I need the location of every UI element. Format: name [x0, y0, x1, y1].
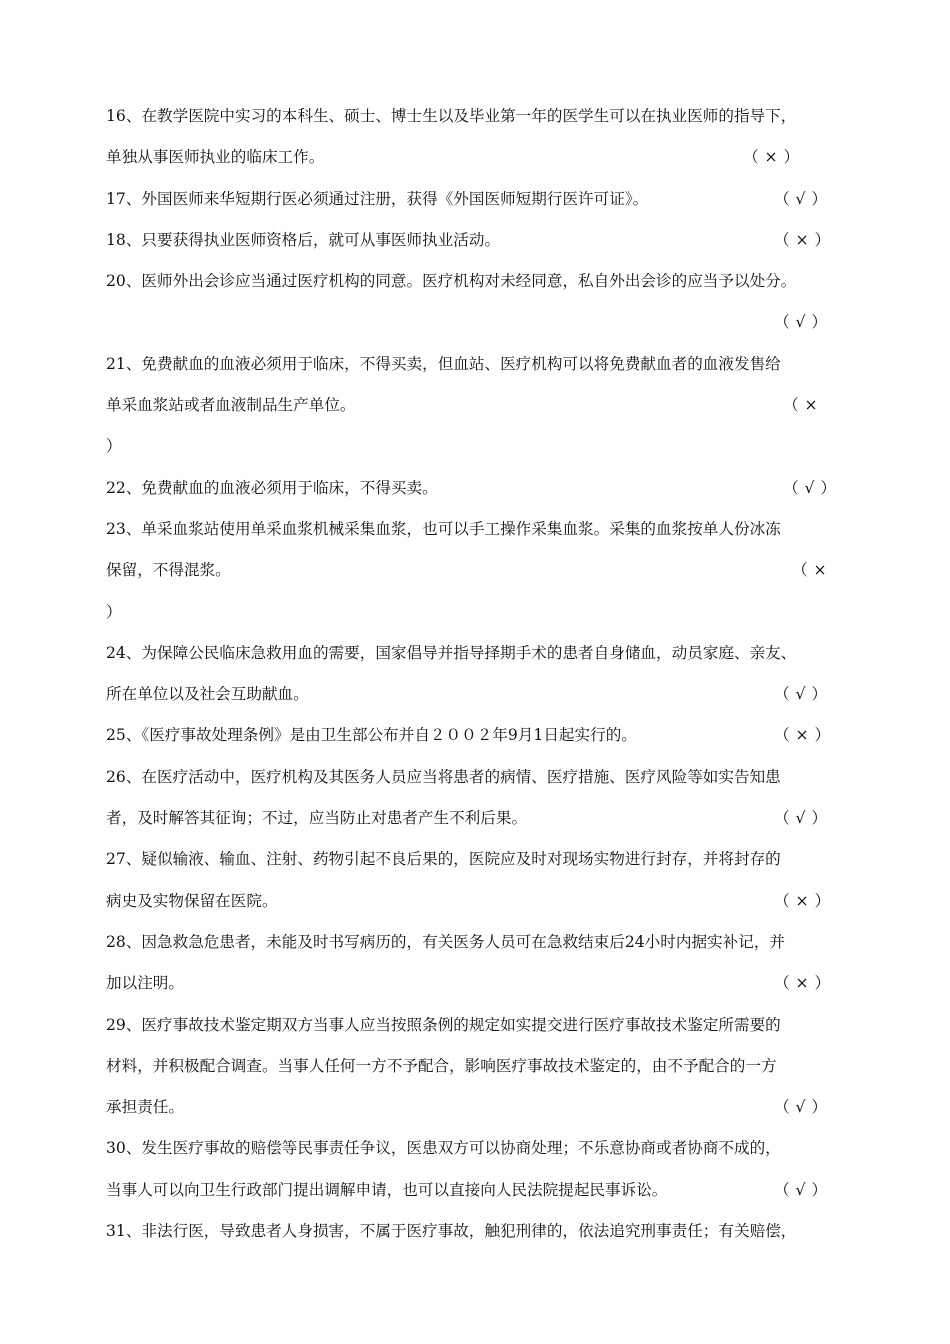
question-21-line-1: [106, 344, 838, 385]
answer-mark: （ × ）: [774, 726, 831, 745]
question-29-line-1: [106, 1005, 838, 1046]
question-16-line-1: [106, 96, 838, 137]
answer-mark: （ √ ）: [774, 685, 828, 704]
line-text: 17、外国医师来华短期行医必须通过注册，获得《外国医师短期行医许可证》。: [106, 189, 649, 208]
line-text: 26、在医疗活动中，医疗机构及其医务人员应当将患者的病情、医疗措施、医疗风险等如实告知患: [106, 767, 781, 786]
line-text: 28、因急救急危患者，未能及时书写病历的，有关医务人员可在急救结束后24小时内据实补记，并: [106, 932, 786, 951]
question-23-line-1: [106, 509, 838, 550]
question-30-line-1: [106, 1128, 838, 1169]
question-list: [106, 96, 838, 1252]
answer-mark: （ ×: [783, 396, 819, 415]
answer-mark: （ √ ）: [774, 1180, 828, 1199]
question-26-line-2: [106, 798, 838, 839]
line-text: 材料，并积极配合调查。当事人任何一方不予配合，影响医疗事故技术鉴定的，由不予配合的一方: [106, 1056, 777, 1075]
answer-mark: （ × ）: [774, 230, 831, 249]
question-17-line-1: [106, 179, 838, 220]
answer-mark: （ ×: [792, 561, 828, 580]
line-text: 21、免费献血的血液必须用于临床，不得买卖，但血站、医疗机构可以将免费献血者的血液发售给: [106, 354, 781, 373]
answer-mark: （ √ ）: [774, 1098, 828, 1117]
line-text: 当事人可以向卫生行政部门提出调解申请，也可以直接向人民法院提起民事诉讼。: [106, 1180, 668, 1199]
question-25-line-1: [106, 715, 838, 756]
question-30-line-2: [106, 1170, 838, 1211]
line-text: 病史及实物保留在医院。: [106, 891, 278, 910]
question-31-line-1: [106, 1211, 838, 1252]
line-text: ）: [106, 602, 122, 621]
question-23-line-2: [106, 550, 838, 591]
line-text: 单独从事医师执业的临床工作。: [106, 148, 325, 167]
answer-mark: （ √ ）: [774, 809, 828, 828]
line-text: 20、医师外出会诊应当通过医疗机构的同意。医疗机构对未经同意，私自外出会诊的应当予以处分。: [106, 272, 797, 291]
question-27-line-2: [106, 881, 838, 922]
question-21-line-3: [106, 426, 838, 467]
answer-mark: （ √ ）: [774, 313, 828, 332]
line-text: 27、疑似输液、输血、注射、药物引起不良后果的，医院应及时对现场实物进行封存，并将封存的: [106, 850, 781, 869]
line-text: 23、单采血浆站使用单采血浆机械采集血浆，也可以手工操作采集血浆。采集的血浆按单人份冰冻: [106, 519, 781, 538]
question-24-line-2: [106, 674, 838, 715]
line-text: 18、只要获得执业医师资格后，就可从事医师执业活动。: [106, 230, 501, 249]
line-text: 24、为保障公民临床急救用血的需要，国家倡导并指导择期手术的患者自身储血，动员家庭、亲友、: [106, 643, 797, 662]
question-20-line-2: [106, 302, 838, 343]
question-23-line-3: [106, 592, 838, 633]
question-26-line-1: [106, 757, 838, 798]
question-22-line-1: [106, 468, 838, 509]
question-16-line-2: [106, 137, 838, 178]
answer-mark: （ √ ）: [783, 478, 837, 497]
line-text: 22、免费献血的血液必须用于临床，不得买卖。: [106, 478, 438, 497]
line-text: ）: [106, 437, 122, 456]
question-21-line-2: [106, 385, 838, 426]
line-text: 单采血浆站或者血液制品生产单位。: [106, 396, 356, 415]
line-text: 承担责任。: [106, 1098, 184, 1117]
answer-mark: （ √ ）: [774, 189, 828, 208]
question-29-line-3: [106, 1087, 838, 1128]
line-text: 16、在教学医院中实习的本科生、硕士、博士生以及毕业第一年的医学生可以在执业医师的指导下，: [106, 107, 797, 125]
line-text: 25、《医疗事故处理条例》是由卫生部公布并自２００２年9月1日起实行的。: [106, 726, 637, 745]
line-text: 者，及时解答其征询；不过，应当防止对患者产生不利后果。: [106, 809, 528, 828]
line-text: 31、非法行医，导致患者人身损害，不属于医疗事故，触犯刑律的，依法追究刑事责任；有关赔偿，: [106, 1222, 797, 1241]
answer-mark: （ × ）: [774, 974, 831, 993]
line-text: 29、医疗事故技术鉴定期双方当事人应当按照条例的规定如实提交进行医疗事故技术鉴定所需要的: [106, 1015, 781, 1034]
question-20-line-1: [106, 261, 838, 302]
line-text: 加以注明。: [106, 974, 184, 993]
line-text: 保留，不得混浆。: [106, 561, 231, 580]
question-28-line-1: [106, 922, 838, 963]
question-24-line-1: [106, 633, 838, 674]
answer-mark: （ × ）: [743, 148, 800, 167]
question-29-line-2: [106, 1046, 838, 1087]
question-28-line-2: [106, 963, 838, 1004]
question-27-line-1: [106, 839, 838, 880]
line-text: 所在单位以及社会互助献血。: [106, 685, 309, 704]
answer-mark: （ × ）: [774, 891, 831, 910]
question-18-line-1: [106, 220, 838, 261]
line-text: 30、发生医疗事故的赔偿等民事责任争议，医患双方可以协商处理；不乐意协商或者协商不成的，: [106, 1139, 781, 1158]
